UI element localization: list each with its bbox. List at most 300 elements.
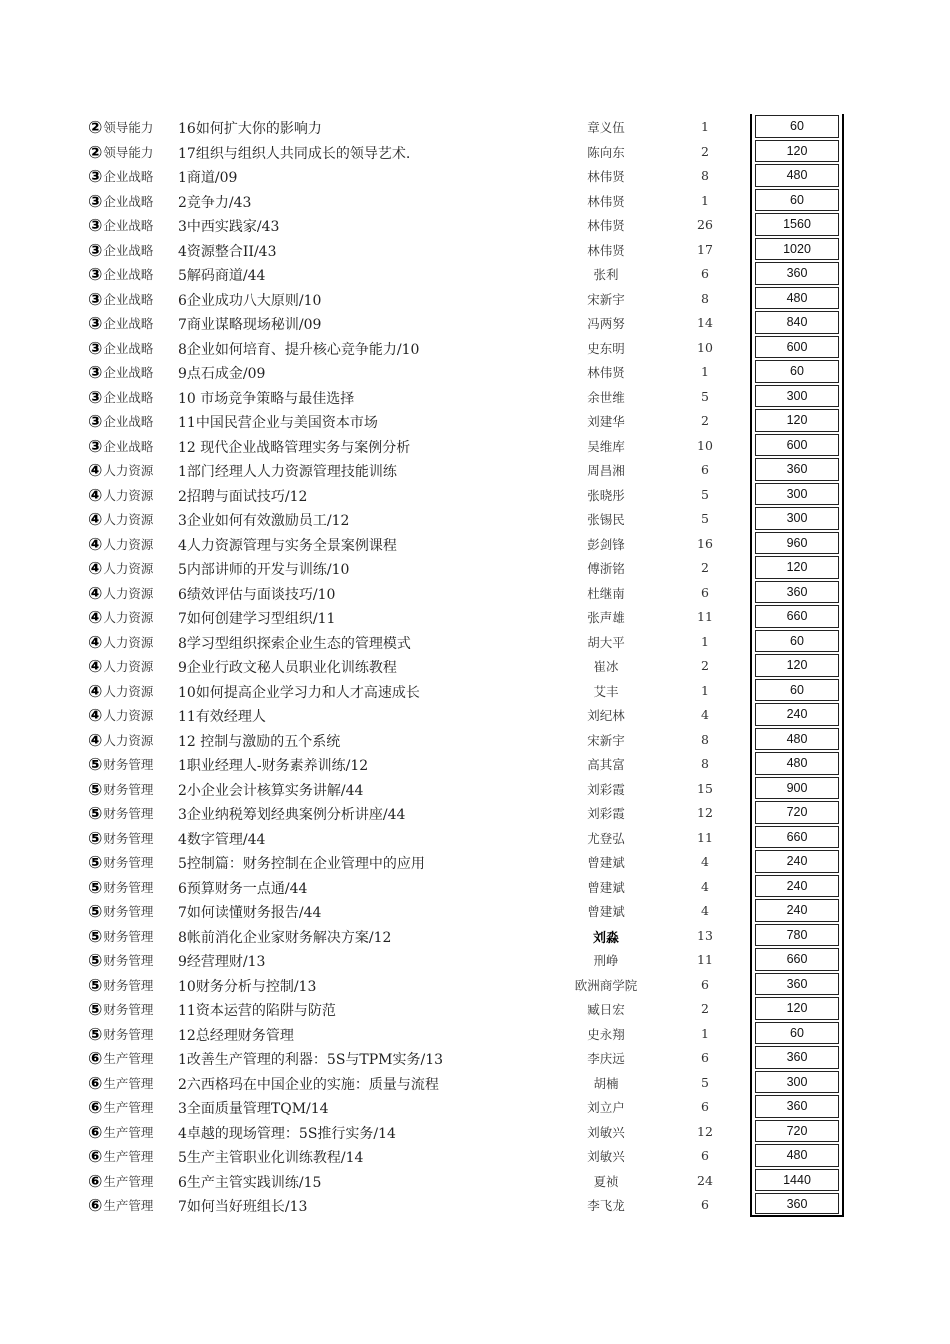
- count-cell: 16: [697, 535, 713, 551]
- category-name: 财务管理: [103, 928, 154, 944]
- category-number: ⑤: [88, 951, 103, 971]
- table-row: [0, 335, 950, 360]
- total-value: 60: [755, 1022, 839, 1045]
- category-number: ④: [88, 681, 103, 702]
- count-cell: 12: [697, 805, 713, 820]
- category-cell: [88, 583, 153, 604]
- category-name: 生产管理: [103, 1100, 154, 1115]
- count-cell: 6: [701, 584, 709, 600]
- table-row: [0, 286, 950, 311]
- count-cell: 15: [697, 780, 713, 796]
- category-number: ⑥: [88, 1049, 103, 1069]
- category-cell: [88, 901, 153, 922]
- table-row: [0, 580, 950, 605]
- total-value: 1440: [755, 1169, 839, 1192]
- total-column-cell: [750, 702, 844, 727]
- table-row: [0, 531, 950, 556]
- category-name: 人力资源: [103, 487, 154, 503]
- category-name: 人力资源: [103, 512, 154, 527]
- category-cell: [88, 1073, 153, 1094]
- category-number: ⑥: [88, 1196, 103, 1216]
- teacher-name: 宋新宇: [587, 732, 625, 748]
- count-cell: 5: [701, 511, 709, 526]
- category-cell: [88, 999, 153, 1020]
- table-row: [0, 506, 950, 531]
- table-row: [0, 947, 950, 972]
- teacher-name: 刘彩霞: [587, 806, 625, 821]
- course-title: 12 现代企业战略管理实务与案例分析: [178, 439, 411, 456]
- category-number: ⑥: [88, 1122, 103, 1143]
- total-value: 60: [755, 189, 839, 212]
- table-row: [0, 433, 950, 458]
- total-value: 360: [755, 458, 839, 481]
- table-row: [0, 1021, 950, 1046]
- course-title: 8企业如何培育、提升核心竞争能力/10: [178, 341, 420, 358]
- total-column-cell: [750, 1021, 844, 1046]
- total-value: 1560: [755, 213, 839, 236]
- category-number: ④: [88, 706, 103, 726]
- course-title: 10如何提高企业学习力和人才高速成长: [178, 684, 420, 701]
- total-column-cell: [750, 996, 844, 1021]
- table-row: [0, 1070, 950, 1095]
- course-title: 4数字管理/44: [178, 831, 266, 848]
- teacher-name: 李庆远: [587, 1051, 625, 1066]
- total-column-cell: [750, 898, 844, 923]
- course-title: 3企业如何有效激励员工/12: [178, 513, 350, 529]
- course-title: 4人力资源管理与实务全景案例课程: [178, 537, 397, 554]
- category-cell: [88, 1146, 153, 1167]
- category-cell: [88, 264, 153, 285]
- total-value: 480: [755, 752, 839, 775]
- total-column-cell: [750, 212, 844, 237]
- teacher-name: 周昌湘: [587, 463, 625, 478]
- category-cell: [88, 779, 153, 800]
- count-cell: 5: [701, 388, 709, 404]
- category-name: 生产管理: [103, 1173, 154, 1189]
- total-column-cell: [750, 457, 844, 482]
- count-cell: 8: [701, 168, 709, 183]
- total-value: 120: [755, 654, 839, 677]
- total-column-cell: [750, 604, 844, 629]
- total-column-cell: [750, 776, 844, 801]
- table-row: [0, 751, 950, 776]
- category-name: 企业战略: [103, 414, 154, 429]
- total-value: 840: [755, 311, 839, 334]
- table-row: [0, 1119, 950, 1144]
- table-row: [0, 457, 950, 482]
- category-cell: [88, 632, 153, 653]
- category-name: 财务管理: [103, 953, 154, 968]
- total-value: 780: [755, 924, 839, 947]
- course-title: 9企业行政文秘人员职业化训练教程: [178, 660, 397, 676]
- teacher-name: 陈向东: [587, 144, 625, 160]
- teacher-name: 林伟贤: [587, 169, 625, 184]
- course-title: 7商业谋略现场秘训/09: [178, 317, 322, 333]
- total-value: 600: [755, 336, 839, 359]
- count-cell: 5: [701, 486, 709, 502]
- course-title: 9经营理财/13: [178, 954, 266, 970]
- course-title: 1职业经理人-财务素养训练/12: [178, 758, 369, 774]
- table-row: [0, 874, 950, 899]
- count-cell: 4: [701, 707, 709, 722]
- table-row: [0, 310, 950, 335]
- category-number: ②: [88, 118, 103, 138]
- total-column-cell: [750, 580, 844, 605]
- course-title: 6预算财务一点通/44: [178, 880, 308, 897]
- category-name: 生产管理: [103, 1051, 154, 1066]
- teacher-name: 胡楠: [593, 1075, 619, 1091]
- category-number: ③: [88, 167, 103, 187]
- count-cell: 5: [701, 1074, 709, 1090]
- category-cell: [88, 142, 153, 163]
- course-title: 8帐前消化企业家财务解决方案/12: [178, 929, 392, 946]
- category-number: ④: [88, 730, 103, 751]
- count-cell: 6: [701, 1148, 709, 1163]
- total-column-cell: [750, 849, 844, 874]
- count-cell: 2: [701, 413, 709, 428]
- category-cell: [88, 1195, 153, 1216]
- category-number: ③: [88, 289, 103, 310]
- category-name: 人力资源: [103, 708, 154, 723]
- course-list-sheet: [0, 114, 950, 1217]
- category-number: ⑥: [88, 1171, 103, 1192]
- category-number: ④: [88, 461, 103, 481]
- category-cell: [88, 313, 153, 334]
- total-column-cell: [750, 261, 844, 286]
- total-value: 480: [755, 164, 839, 187]
- count-cell: 6: [701, 1099, 709, 1114]
- count-cell: 2: [701, 560, 709, 575]
- table-row: [0, 825, 950, 850]
- total-column-cell: [750, 1143, 844, 1168]
- category-cell: [88, 558, 153, 579]
- teacher-name: 林伟贤: [587, 242, 625, 258]
- category-name: 财务管理: [103, 806, 154, 821]
- category-number: ⑤: [88, 902, 103, 922]
- category-name: 企业战略: [103, 291, 154, 307]
- table-row: [0, 237, 950, 262]
- total-column-cell: [750, 800, 844, 825]
- teacher-name: 曾建斌: [587, 879, 625, 895]
- category-number: ⑤: [88, 828, 103, 849]
- table-row: [0, 702, 950, 727]
- course-title: 6企业成功八大原则/10: [178, 292, 322, 309]
- table-row: [0, 972, 950, 997]
- teacher-name: 欧洲商学院: [574, 977, 638, 993]
- teacher-name: 曾建斌: [587, 904, 625, 919]
- category-number: ④: [88, 559, 103, 579]
- course-title: 4资源整合II/43: [178, 243, 277, 260]
- total-column-cell: [750, 506, 844, 531]
- total-column-cell: [750, 114, 844, 139]
- count-cell: 1: [701, 192, 709, 208]
- total-value: 240: [755, 899, 839, 922]
- table-row: [0, 188, 950, 213]
- count-cell: 2: [701, 658, 709, 673]
- course-title: 1改善生产管理的利器：5S与TPM实务/13: [178, 1052, 444, 1068]
- total-column-cell: [750, 408, 844, 433]
- total-column-cell: [750, 1168, 844, 1193]
- table-row: [0, 1094, 950, 1119]
- teacher-name: 刘建华: [587, 414, 625, 429]
- category-cell: [88, 730, 153, 751]
- count-cell: 11: [697, 609, 713, 624]
- table-row: [0, 604, 950, 629]
- total-value: 60: [755, 630, 839, 653]
- total-column-cell: [750, 1192, 844, 1217]
- category-cell: [88, 975, 153, 996]
- teacher-name: 刘淼: [592, 930, 619, 946]
- teacher-name: 张晓彤: [587, 487, 625, 503]
- category-number: ②: [88, 142, 103, 163]
- table-row: [0, 1143, 950, 1168]
- count-cell: 17: [697, 241, 713, 257]
- count-cell: 8: [701, 756, 709, 771]
- course-title: 8学习型组织探索企业生态的管理模式: [178, 635, 411, 652]
- total-column-cell: [750, 1094, 844, 1119]
- total-value: 1020: [755, 238, 839, 261]
- course-title: 1商道/09: [178, 170, 238, 186]
- total-column-cell: [750, 678, 844, 703]
- total-column-cell: [750, 947, 844, 972]
- total-value: 360: [755, 581, 839, 604]
- category-cell: [88, 828, 153, 849]
- category-cell: [88, 240, 153, 261]
- total-column-cell: [750, 727, 844, 752]
- total-value: 300: [755, 507, 839, 530]
- total-value: 120: [755, 997, 839, 1020]
- count-cell: 4: [701, 903, 709, 918]
- total-column-cell: [750, 629, 844, 654]
- category-number: ⑤: [88, 1000, 103, 1020]
- total-column-cell: [750, 359, 844, 384]
- count-cell: 4: [701, 854, 709, 869]
- course-title: 3企业纳税筹划经典案例分析讲座/44: [178, 807, 406, 823]
- category-cell: [88, 950, 153, 971]
- count-cell: 26: [697, 217, 713, 232]
- teacher-name: 胡大平: [587, 634, 625, 650]
- total-value: 480: [755, 287, 839, 310]
- total-value: 960: [755, 532, 839, 555]
- category-number: ④: [88, 534, 103, 555]
- category-number: ③: [88, 387, 103, 408]
- total-value: 240: [755, 850, 839, 873]
- category-name: 企业战略: [103, 242, 154, 258]
- teacher-name: 刘敏兴: [587, 1149, 625, 1164]
- category-name: 企业战略: [103, 218, 154, 233]
- total-value: 240: [755, 875, 839, 898]
- category-number: ③: [88, 338, 103, 359]
- count-cell: 11: [697, 829, 713, 845]
- count-cell: 6: [701, 266, 709, 281]
- category-number: ④: [88, 608, 103, 628]
- category-cell: [88, 705, 153, 726]
- total-value: 480: [755, 1144, 839, 1167]
- total-column-cell: [750, 653, 844, 678]
- category-name: 财务管理: [103, 1002, 154, 1017]
- total-value: 720: [755, 801, 839, 824]
- count-cell: 11: [697, 952, 713, 967]
- teacher-name: 史永翔: [587, 1026, 625, 1042]
- course-title: 3全面质量管理TQM/14: [178, 1101, 329, 1117]
- course-title: 5内部讲师的开发与训练/10: [178, 562, 350, 578]
- category-name: 人力资源: [103, 561, 154, 576]
- count-cell: 12: [697, 1123, 713, 1139]
- teacher-name: 张锡民: [587, 512, 625, 527]
- course-title: 2招聘与面试技巧/12: [178, 488, 308, 505]
- teacher-name: 刘纪林: [587, 708, 625, 723]
- total-value: 360: [755, 1193, 839, 1214]
- category-name: 人力资源: [103, 634, 154, 650]
- category-name: 生产管理: [103, 1149, 154, 1164]
- total-column-cell: [750, 384, 844, 409]
- category-name: 财务管理: [103, 830, 154, 846]
- category-cell: [88, 754, 153, 775]
- teacher-name: 刑峥: [593, 953, 619, 968]
- total-value: 60: [755, 360, 839, 383]
- count-cell: 1: [701, 364, 709, 379]
- total-column-cell: [750, 433, 844, 458]
- teacher-name: 尤登弘: [587, 830, 625, 846]
- teacher-name: 夏祯: [593, 1173, 619, 1189]
- teacher-name: 高其富: [587, 757, 625, 772]
- category-cell: [88, 926, 153, 947]
- total-column-cell: [750, 923, 844, 948]
- course-title: 3中西实践家/43: [178, 219, 280, 235]
- table-row: [0, 727, 950, 752]
- category-number: ④: [88, 657, 103, 677]
- total-column-cell: [750, 1045, 844, 1070]
- total-column-cell: [750, 237, 844, 262]
- table-row: [0, 1045, 950, 1070]
- count-cell: 13: [697, 927, 713, 943]
- category-cell: [88, 411, 153, 432]
- count-cell: 4: [701, 878, 709, 894]
- course-title: 5生产主管职业化训练教程/14: [178, 1150, 364, 1166]
- table-row: [0, 776, 950, 801]
- count-cell: 6: [701, 976, 709, 992]
- course-title: 5解码商道/44: [178, 268, 266, 284]
- category-number: ③: [88, 412, 103, 432]
- course-title: 10 市场竞争策略与最佳选择: [178, 390, 355, 407]
- category-name: 企业战略: [103, 316, 154, 331]
- total-column-cell: [750, 972, 844, 997]
- teacher-name: 吴维库: [587, 438, 625, 454]
- category-cell: [88, 1024, 153, 1045]
- table-row: [0, 555, 950, 580]
- total-column-cell: [750, 188, 844, 213]
- course-title: 6绩效评估与面谈技巧/10: [178, 586, 336, 603]
- course-title: 2六西格玛在中国企业的实施：质量与流程: [178, 1076, 439, 1093]
- category-number: ③: [88, 265, 103, 285]
- course-title: 10财务分析与控制/13: [178, 978, 317, 995]
- category-number: ⑤: [88, 755, 103, 775]
- category-number: ⑤: [88, 975, 103, 996]
- course-title: 11资本运营的陷阱与防范: [178, 1003, 336, 1019]
- count-cell: 24: [697, 1172, 713, 1188]
- total-value: 360: [755, 1046, 839, 1069]
- total-column-cell: [750, 531, 844, 556]
- course-title: 6生产主管实践训练/15: [178, 1174, 322, 1191]
- total-column-cell: [750, 163, 844, 188]
- course-title: 7如何读懂财务报告/44: [178, 905, 322, 921]
- category-number: ⑥: [88, 1098, 103, 1118]
- category-name: 财务管理: [103, 757, 154, 772]
- table-row: [0, 653, 950, 678]
- teacher-name: 曾建斌: [587, 855, 625, 870]
- table-row: [0, 359, 950, 384]
- total-value: 660: [755, 605, 839, 628]
- teacher-name: 章义伍: [587, 120, 625, 135]
- teacher-name: 刘立户: [587, 1100, 625, 1115]
- total-value: 300: [755, 1071, 839, 1094]
- total-column-cell: [750, 310, 844, 335]
- category-number: ⑤: [88, 779, 103, 800]
- category-cell: [88, 215, 153, 236]
- course-title: 16如何扩大你的影响力: [178, 121, 322, 137]
- course-title: 1部门经理人人力资源管理技能训练: [178, 464, 397, 480]
- count-cell: 6: [701, 1050, 709, 1065]
- category-number: ⑤: [88, 853, 103, 873]
- count-cell: 14: [697, 315, 713, 330]
- teacher-name: 林伟贤: [587, 193, 625, 209]
- teacher-name: 林伟贤: [587, 365, 625, 380]
- category-number: ③: [88, 240, 103, 261]
- category-name: 企业战略: [103, 438, 154, 454]
- teacher-name: 傅浙铭: [587, 561, 625, 576]
- count-cell: 1: [701, 1025, 709, 1041]
- category-name: 企业战略: [103, 365, 154, 380]
- teacher-name: 张利: [593, 267, 619, 282]
- course-title: 9点石成金/09: [178, 366, 266, 382]
- total-value: 360: [755, 973, 839, 996]
- category-cell: [88, 289, 153, 310]
- category-name: 财务管理: [103, 1026, 154, 1042]
- category-number: ⑤: [88, 1024, 103, 1045]
- category-number: ⑤: [88, 804, 103, 824]
- category-name: 生产管理: [103, 1198, 154, 1213]
- category-cell: [88, 1048, 153, 1069]
- total-column-cell: [750, 482, 844, 507]
- count-cell: 6: [701, 1197, 709, 1212]
- category-cell: [88, 436, 153, 457]
- total-column-cell: [750, 1119, 844, 1144]
- teacher-name: 张声雄: [587, 610, 625, 625]
- course-title: 5控制篇：财务控制在企业管理中的应用: [178, 856, 425, 872]
- total-value: 240: [755, 703, 839, 726]
- category-name: 人力资源: [103, 659, 154, 674]
- category-number: ③: [88, 436, 103, 457]
- course-title: 17组织与组织人共同成长的领导艺术.: [178, 145, 411, 162]
- total-value: 60: [755, 115, 839, 138]
- total-value: 60: [755, 679, 839, 702]
- category-number: ④: [88, 510, 103, 530]
- category-number: ③: [88, 363, 103, 383]
- count-cell: 8: [701, 731, 709, 747]
- count-cell: 1: [701, 633, 709, 649]
- course-title: 11有效经理人: [178, 709, 266, 725]
- course-title: 7如何当好班组长/13: [178, 1199, 308, 1215]
- total-value: 120: [755, 140, 839, 163]
- teacher-name: 史东明: [587, 340, 625, 356]
- total-column-cell: [750, 139, 844, 164]
- table-row: [0, 163, 950, 188]
- category-name: 企业战略: [103, 340, 154, 356]
- category-cell: [88, 1171, 153, 1192]
- count-cell: 2: [701, 1001, 709, 1016]
- category-name: 领导能力: [103, 120, 154, 135]
- total-column-cell: [750, 751, 844, 776]
